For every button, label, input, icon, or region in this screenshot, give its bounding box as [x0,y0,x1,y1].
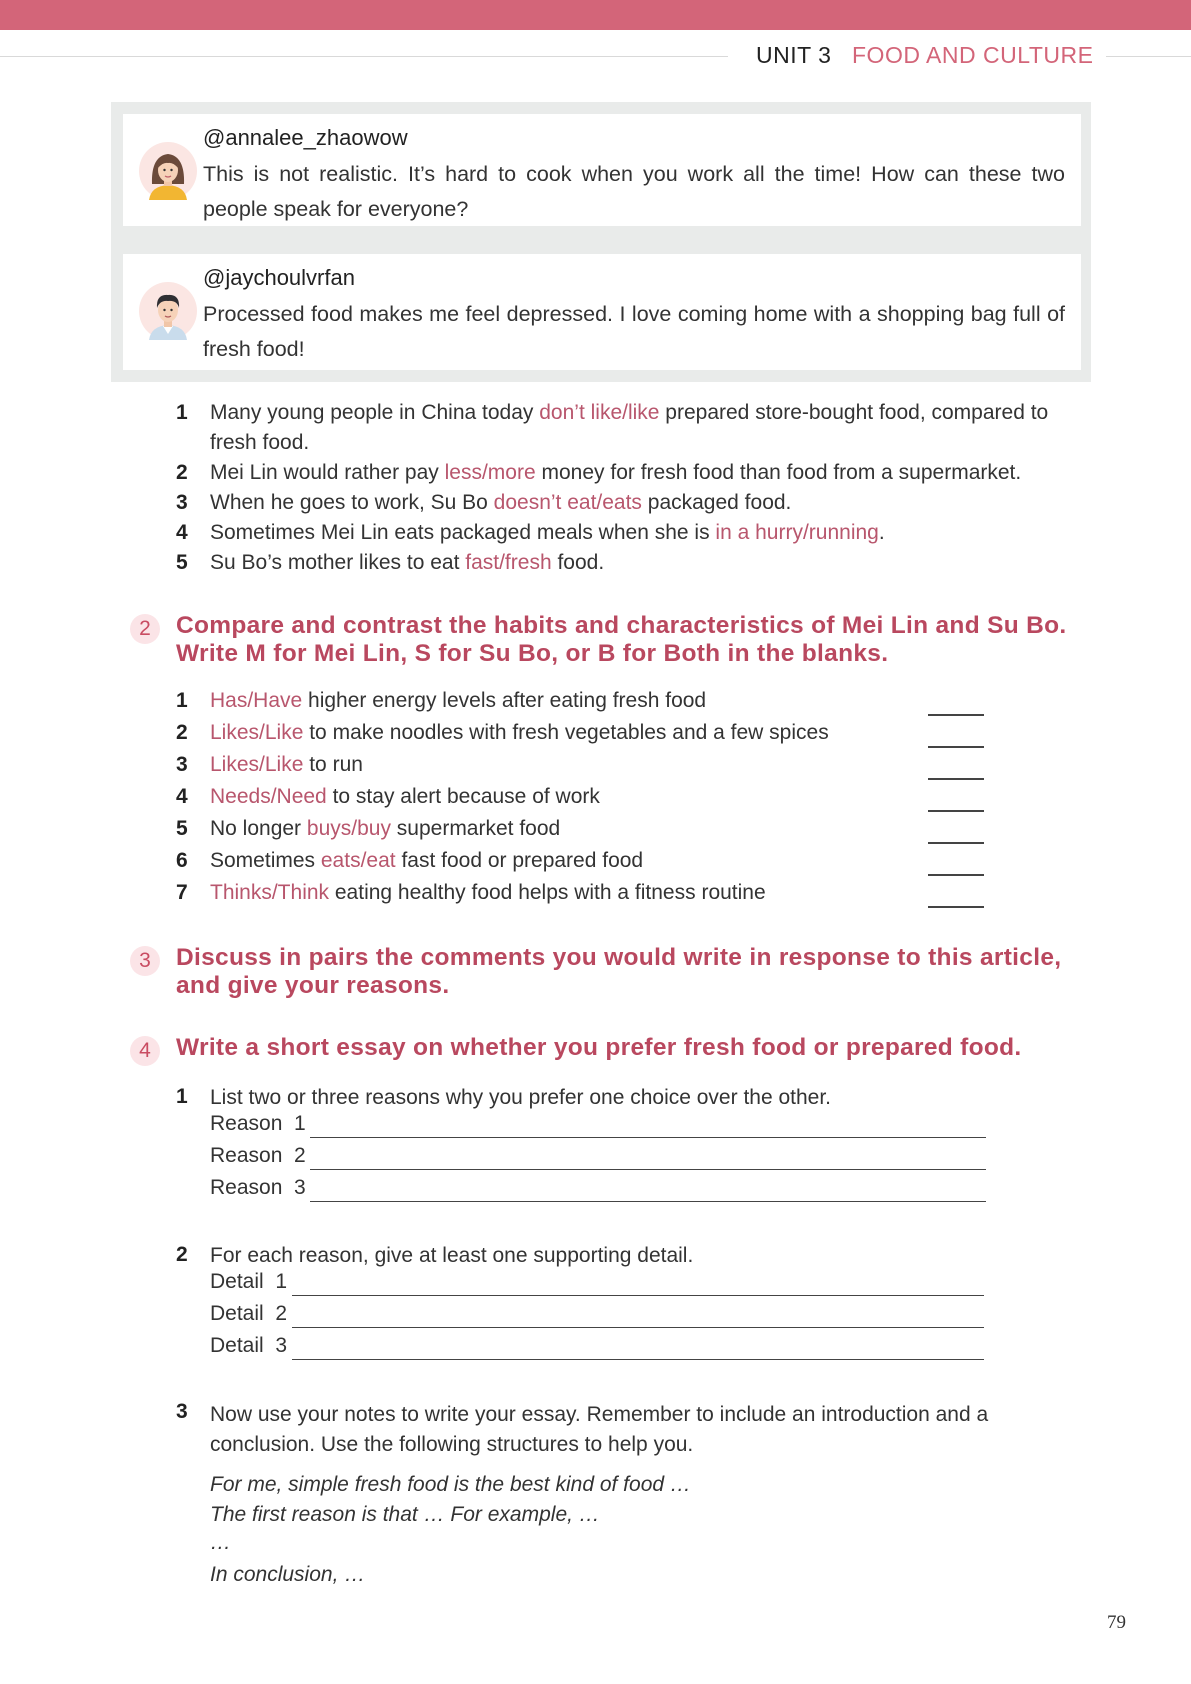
item-text: When he goes to work, Su Bo [210,491,494,514]
item-number: 4 [176,521,188,544]
reason-line[interactable] [310,1169,986,1171]
essay-structure-line: For me, simple fresh food is the best kind of food … [210,1473,691,1496]
answer-blank[interactable] [928,906,984,908]
list-item [176,818,986,850]
list-item [176,398,1076,458]
header-rule-left [0,56,728,57]
step-text: Now use your notes to write your essay. Remember to include an introduction and a conclusion. Use the following structures to help you. [210,1403,989,1456]
comment-card [123,254,1081,370]
list-item [176,518,1076,548]
item-choice[interactable]: don’t like/like [539,401,660,424]
item-number: 2 [176,461,188,484]
answer-blank[interactable] [928,842,984,844]
item-number: 1 [176,401,188,424]
page-number: 79 [1107,1612,1126,1633]
item-choice[interactable]: fast/fresh [465,551,552,574]
step-text: List two or three reasons why you prefer one choice over the other. [210,1086,832,1109]
item-text: Many young people in China today [210,401,540,424]
item-text: . [878,521,885,544]
item-choice[interactable]: Likes/Like [210,753,304,776]
section4-step-1 [176,1085,1026,1210]
item-number: 2 [176,721,188,744]
comment-handle: @jaychoulvrfan [203,265,355,290]
item-text: fast food or prepared food [395,849,644,872]
item-text: to run [303,753,363,776]
section2-list [176,690,986,914]
reason-line[interactable] [310,1201,986,1203]
detail-line[interactable] [292,1327,984,1329]
item-text: Su Bo’s mother likes to eat [210,551,466,574]
list-item [176,548,1076,578]
comment-handle: @annalee_zhaowow [203,125,408,150]
list-item [176,458,1076,488]
section-title: Write a short essay on whether you prefer fresh food or prepared food. [176,1034,1022,1061]
detail-line[interactable] [292,1359,984,1361]
detail-row [210,1302,984,1334]
item-number: 6 [176,849,188,872]
item-text: Sometimes [210,849,321,872]
list-item [176,722,986,754]
detail-label: Detail 2 [210,1302,288,1325]
answer-blank[interactable] [928,810,984,812]
reason-label: Reason 3 [210,1176,306,1199]
reason-line[interactable] [310,1137,986,1139]
item-text: to stay alert because of work [326,785,600,808]
section-title-line: Compare and contrast the habits and characteristics of Mei Lin and Su Bo. [176,612,1067,639]
item-choice[interactable]: in a hurry/running [715,521,879,544]
unit-title: FOOD AND CULTURE [852,42,1094,68]
answer-blank[interactable] [928,714,984,716]
list-item [176,690,986,722]
item-number: 1 [176,689,188,712]
section-number-badge: 4 [130,1036,160,1066]
step-number: 2 [176,1243,188,1266]
detail-row [210,1270,984,1302]
reason-row [210,1176,986,1208]
item-number: 3 [176,491,188,514]
essay-structure-line: In conclusion, … [210,1563,366,1586]
essay-structure-line: … [210,1531,231,1554]
top-color-bar [0,0,1191,30]
answer-blank[interactable] [928,874,984,876]
item-number: 7 [176,881,188,904]
item-number: 3 [176,753,188,776]
item-text: supermarket food [390,817,561,840]
list-item [176,488,1076,518]
man-avatar-icon [139,282,197,340]
item-number: 5 [176,817,188,840]
detail-label: Detail 1 [210,1270,288,1293]
list-item [176,882,986,914]
section-title [176,944,1096,1000]
item-text: Sometimes Mei Lin eats packaged meals when she is [210,521,716,544]
item-text: eating healthy food helps with a fitness routine [329,881,766,904]
detail-label: Detail 3 [210,1334,288,1357]
item-number: 5 [176,551,188,574]
list-item [176,754,986,786]
reason-label: Reason 2 [210,1144,306,1167]
item-text: packaged food. [641,491,792,514]
essay-structure-line: The first reason is that … For example, … [210,1503,600,1526]
answer-blank[interactable] [928,746,984,748]
list-item [176,786,986,818]
item-text: money for fresh food than food from a supermarket. [535,461,1022,484]
item-text: higher energy levels after eating fresh food [302,689,707,712]
section-title [176,612,1096,668]
reason-row [210,1144,986,1176]
item-text: Mei Lin would rather pay [210,461,445,484]
section1-list [176,398,1076,578]
step-text: For each reason, give at least one supporting detail. [210,1244,694,1267]
section-number-badge: 2 [130,614,160,644]
section-number-badge: 3 [130,946,160,976]
answer-blank[interactable] [928,778,984,780]
comment-text: This is not realistic. It’s hard to cook when you work all the time! How can these two people speak for everyone? [203,162,1065,221]
item-choice[interactable]: Likes/Like [210,721,304,744]
comment-card [123,114,1081,226]
item-choice[interactable]: buys/buy [306,817,391,840]
header-rule-right [1106,56,1191,57]
item-choice[interactable]: Needs/Need [210,785,327,808]
reason-row [210,1112,986,1144]
item-choice[interactable]: eats/eat [320,849,396,872]
section4-step-2 [176,1243,1026,1368]
section4-step-3 [176,1400,1026,1600]
item-text: No longer [210,817,307,840]
item-number: 4 [176,785,188,808]
section-title-line: Write M for Mei Lin, S for Su Bo, or B for Both in the blanks. [176,640,889,667]
item-choice[interactable]: Has/Have [210,689,303,712]
comments-panel [111,102,1091,382]
item-choice[interactable]: less/more [444,461,536,484]
item-choice[interactable]: doesn’t eat/eats [493,491,642,514]
section-title-line: and give your reasons. [176,972,450,999]
detail-line[interactable] [292,1295,984,1297]
list-item [176,850,986,882]
item-text: food. [551,551,605,574]
item-text: prepared store-bought food, compared to fresh food. [210,401,1049,454]
woman-avatar-icon [139,142,197,200]
item-text: to make noodles with fresh vegetables and a few spices [303,721,829,744]
step-number: 3 [176,1400,188,1423]
detail-row [210,1334,984,1366]
item-choice[interactable]: Thinks/Think [210,881,330,904]
section-title-line: Discuss in pairs the comments you would write in response to this article, [176,944,1062,971]
step-number: 1 [176,1085,188,1108]
reason-label: Reason 1 [210,1112,306,1135]
unit-label: UNIT 3 [756,42,832,68]
comment-text: Processed food makes me feel depressed. I love coming home with a shopping bag full of fresh food! [203,302,1065,361]
